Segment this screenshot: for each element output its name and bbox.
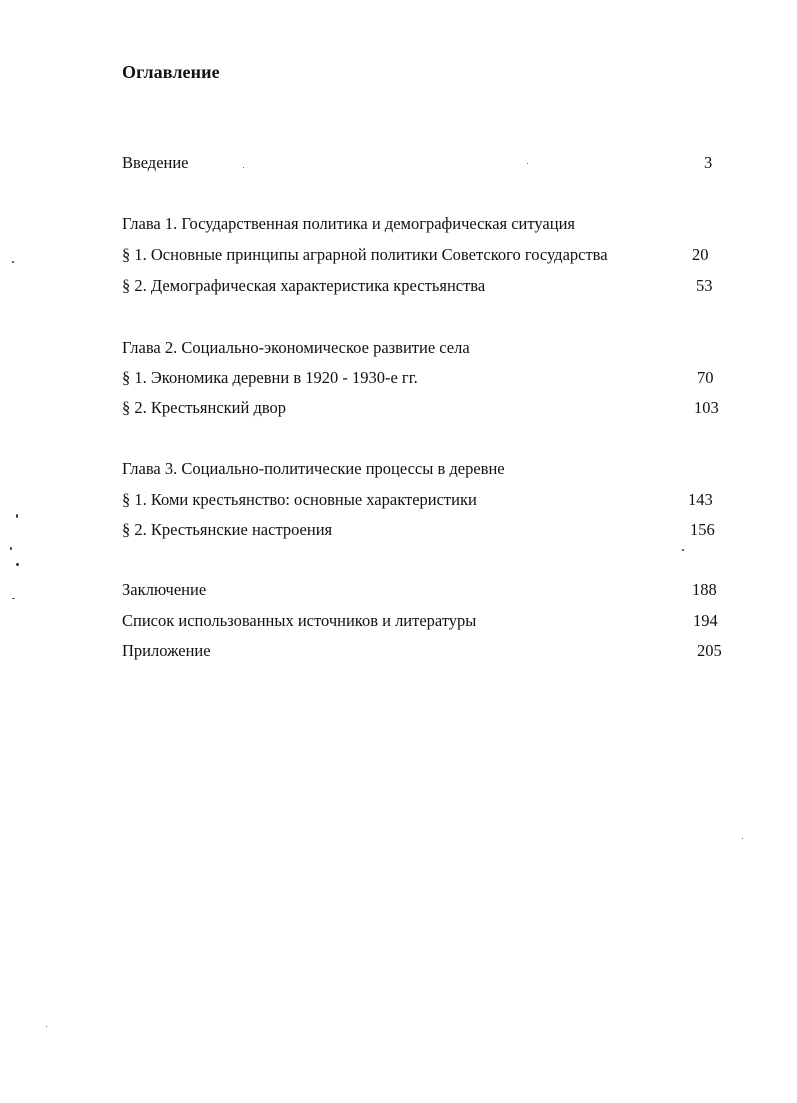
scan-speck <box>46 1026 47 1027</box>
toc-page-intro: 3 <box>704 153 713 172</box>
toc-page-ch3-s2: 156 <box>690 520 715 539</box>
scan-speck <box>12 598 15 599</box>
toc-entry-appendix: Приложение <box>122 641 211 660</box>
toc-page-ch1-s1: 20 <box>692 245 709 264</box>
toc-entry-sources: Список использованных источников и литературы <box>122 611 477 630</box>
toc-page-ch2-s1: 70 <box>697 368 714 387</box>
scan-speck <box>742 838 743 839</box>
toc-page-ch1-s2: 53 <box>696 276 713 295</box>
scan-speck <box>243 167 244 168</box>
toc-page-appendix: 205 <box>697 641 722 660</box>
toc-entry-ch1-s2: § 2. Демографическая характеристика крестьянства <box>122 276 486 295</box>
toc-page-conclusion: 188 <box>692 580 717 599</box>
toc-entry-ch3-s2: § 2. Крестьянские настроения <box>122 520 333 539</box>
toc-entry-ch2-s2: § 2. Крестьянский двор <box>122 398 287 417</box>
chapter-2-title: Глава 2. Социально-экономическое развитие села <box>122 338 470 357</box>
toc-entry-ch2-s1: § 1. Экономика деревни в 1920 - 1930-е гг. <box>122 368 418 387</box>
scan-speck <box>12 261 14 263</box>
chapter-3-title: Глава 3. Социально-политические процессы в деревне <box>122 459 505 478</box>
toc-entry-ch3-s1: § 1. Коми крестьянство: основные характеристики <box>122 490 477 509</box>
scan-speck <box>527 163 528 164</box>
toc-entry-ch1-s1: § 1. Основные принципы аграрной политики Советского государства <box>122 245 608 264</box>
toc-page-ch2-s2: 103 <box>694 398 719 417</box>
scan-speck <box>10 547 12 550</box>
scan-speck <box>682 549 684 551</box>
toc-entry-intro: Введение <box>122 153 189 172</box>
scan-speck <box>16 563 19 566</box>
page-title: Оглавление <box>122 62 220 82</box>
toc-page-ch3-s1: 143 <box>688 490 713 509</box>
chapter-1-title: Глава 1. Государственная политика и демографическая ситуация <box>122 214 575 233</box>
scan-speck <box>16 514 18 518</box>
toc-page-sources: 194 <box>693 611 718 630</box>
toc-entry-conclusion: Заключение <box>122 580 207 599</box>
